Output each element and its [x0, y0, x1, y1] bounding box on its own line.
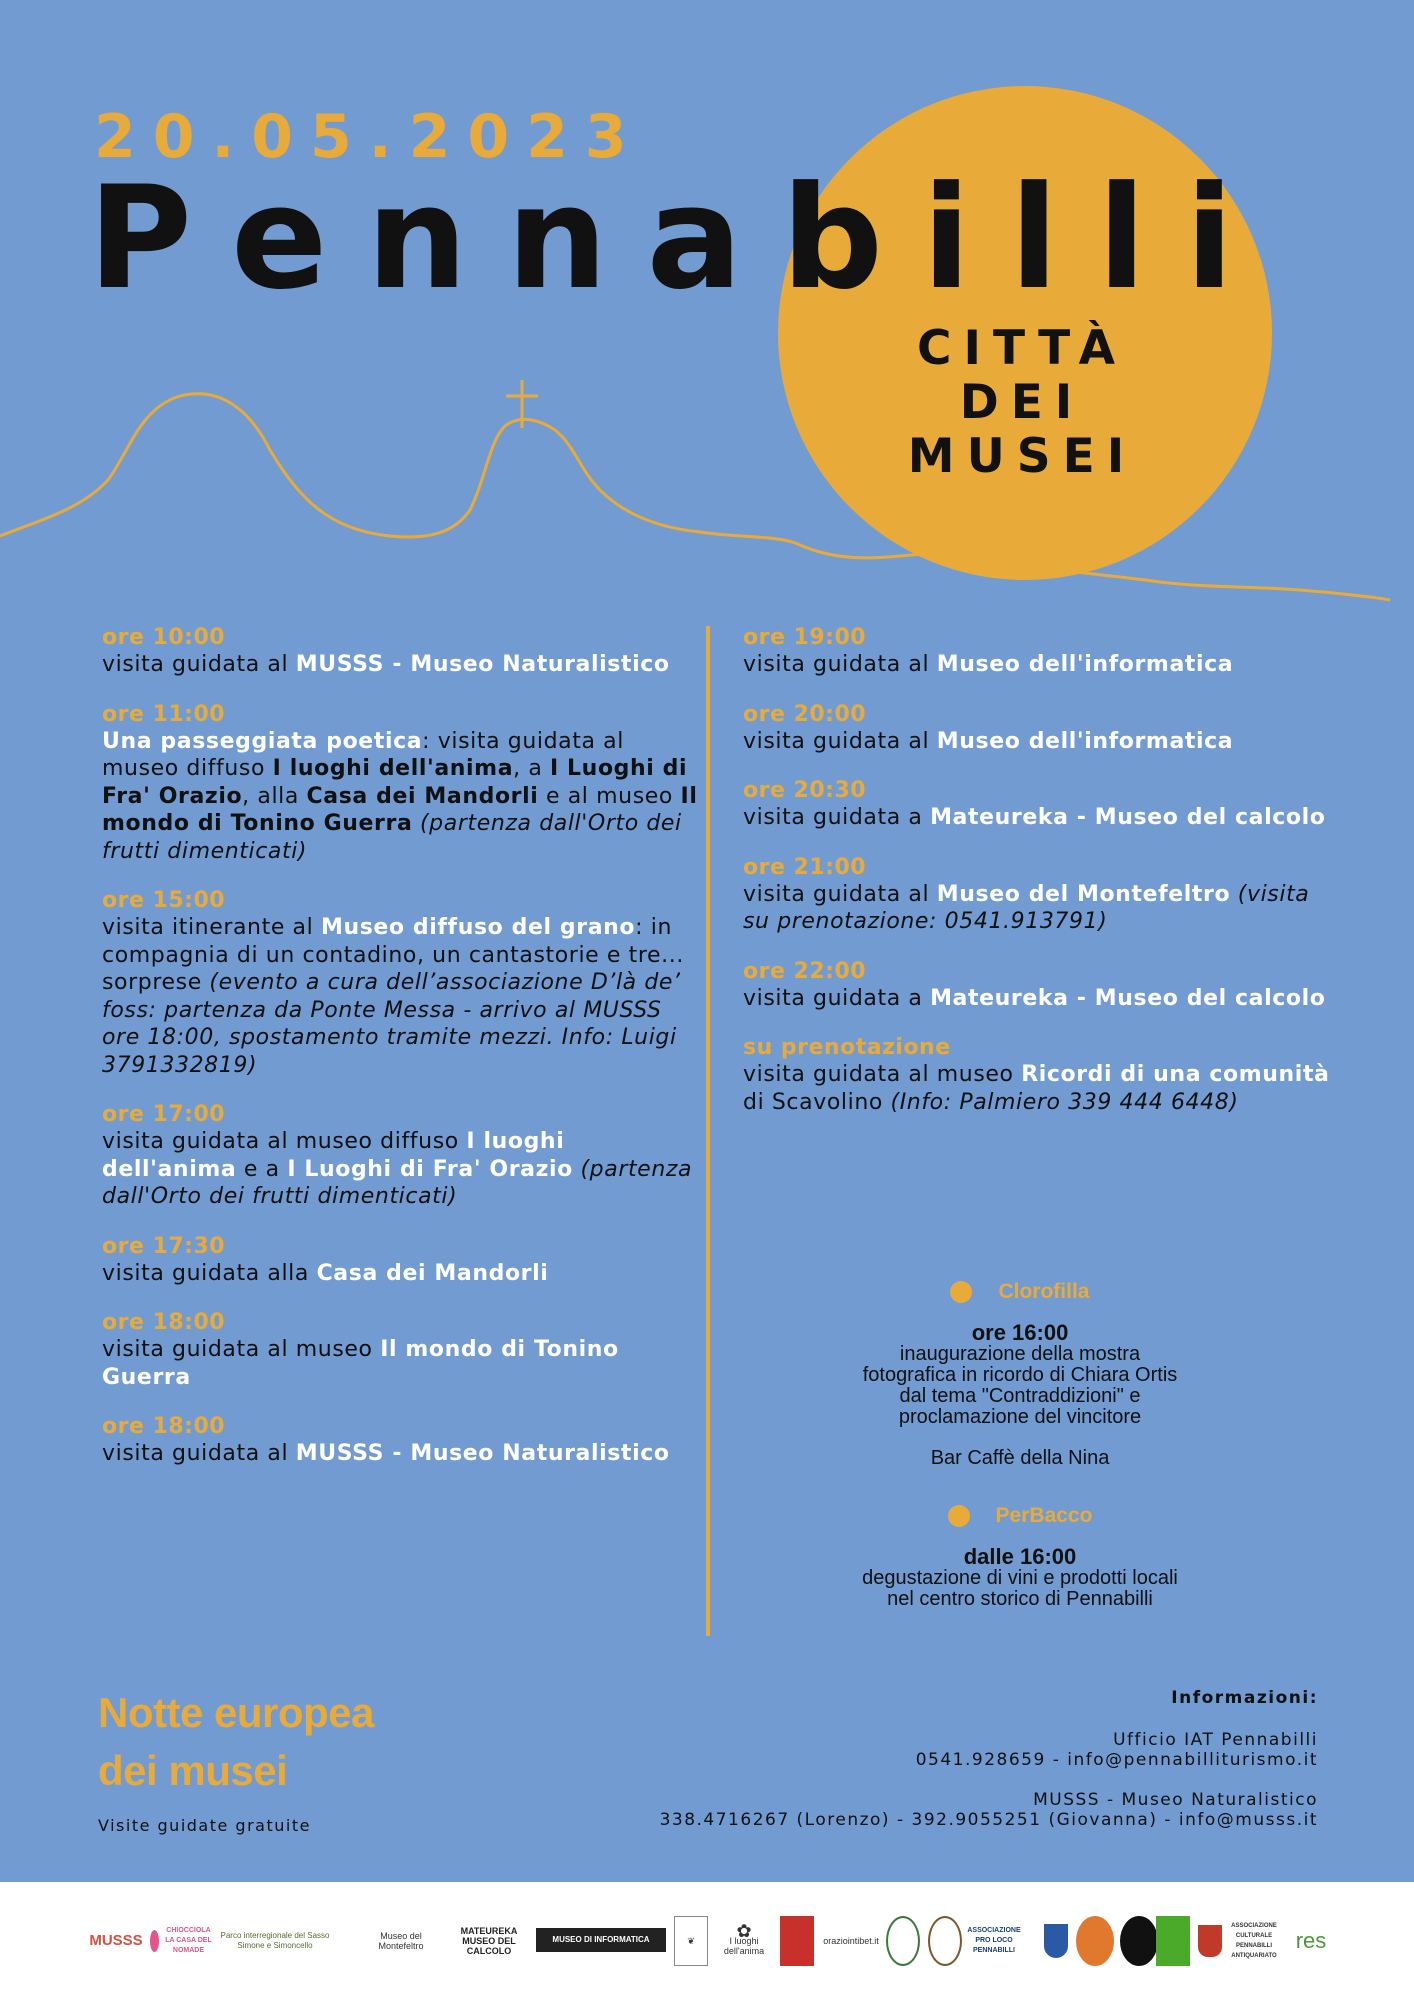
seal-logo: [886, 1916, 920, 1966]
clorofilla-event: [780, 1280, 1260, 1469]
perbacco-line: degustazione di vini e prodotti locali: [862, 1567, 1178, 1589]
event-date: 20.05.2023: [94, 102, 644, 172]
res-logo: res: [1295, 1928, 1327, 1953]
schedule-event: [102, 1233, 702, 1288]
orazio-tibet-logo: oraziointibet.it: [823, 1936, 879, 1946]
musss-contact: 338.4716267 (Lorenzo) - 392.9055251 (Giovanna) - info@musss.it: [659, 1810, 1318, 1830]
event-time: ore 21:00: [743, 854, 867, 880]
event-time: ore 17:00: [102, 1102, 226, 1127]
event-time: ore 22:00: [743, 958, 867, 984]
schedule-event: [102, 624, 702, 679]
perbacco-event: [780, 1504, 1260, 1610]
event-time: ore 11:00: [102, 701, 226, 727]
chiocciola-logo: CHIOCCIOLA LA CASA DEL NOMADE: [150, 1916, 214, 1966]
clorofilla-line: proclamazione del vincitore: [898, 1406, 1142, 1428]
musss-name: MUSSS - Museo Naturalistico: [1033, 1790, 1318, 1810]
event-description: visita guidata al museo Il mondo di Tonino Guerra: [102, 1337, 619, 1390]
montefeltro-museum-logo: Museo del Montefeltro: [378, 1931, 424, 1951]
clorofilla-line: inaugurazione della mostra: [899, 1343, 1141, 1365]
clorofilla-time: ore 16:00: [971, 1320, 1069, 1345]
orange-logo: [1076, 1916, 1114, 1966]
tonino-guerra-logo: [674, 1916, 708, 1966]
bullet-dot: [950, 1281, 972, 1303]
subtitle-line: CITTÀ: [917, 321, 1127, 376]
lion-crest-logo: [1196, 1916, 1224, 1966]
event-name-line: dei musei: [98, 1747, 288, 1794]
schedule-right: [743, 624, 1343, 1138]
schedule-event: [743, 854, 1343, 936]
clorofilla-name: Clorofilla: [998, 1280, 1090, 1303]
event-time: ore 19:00: [743, 625, 867, 650]
subtitle-line: MUSEI: [907, 429, 1137, 484]
clorofilla-line: dal tema "Contraddizioni" e: [899, 1385, 1141, 1407]
event-description: visita guidata al Museo dell'informatica: [743, 652, 1234, 677]
free-tours-note: Visite guidate gratuite: [98, 1816, 311, 1835]
event-description: visita itinerante al Museo diffuso del grano: in compagnia di un contadino, un cantastorie e tre... sorprese (evento a cura dell’associazione D’là de’ foss: partenza da Ponte Messa - arrivo al MUSSS ore 18:00, spostamento tramite mezzi. Info: Luigi 3791332819): [102, 915, 684, 1078]
schedule-left: [102, 624, 702, 1490]
schedule-event: [743, 958, 1343, 1013]
event-description: visita guidata al museo Ricordi di una comunità di Scavolino (Info: Palmiero 339 444 6448): [743, 1062, 1330, 1115]
perbacco-name: PerBacco: [995, 1504, 1093, 1527]
mateureka-logo: MATEUREKA MUSEO DEL CALCOLO: [460, 1926, 518, 1956]
schedule-event: [102, 1413, 702, 1468]
proloco-logo: ASSOCIAZIONE PRO LOCO PENNABILLI: [967, 1927, 1021, 1954]
schedule-event: [102, 1101, 702, 1211]
iat-name: Ufficio IAT Pennabilli: [1113, 1730, 1318, 1750]
event-description: visita guidata al museo diffuso I luoghi dell'anima e a I Luoghi di Fra' Orazio (partenza dall'Orto dei frutti dimenticati): [102, 1129, 693, 1209]
event-description: visita guidata al Museo del Montefeltro (visita su prenotazione: 0541.913791): [743, 881, 1310, 934]
event-time: ore 20:30: [743, 778, 867, 803]
event-time: ore 20:00: [743, 701, 867, 727]
event-description: visita guidata a Mateureka - Museo del calcolo: [743, 805, 1326, 830]
schedule-event: [102, 701, 702, 866]
perbacco-time: dalle 16:00: [963, 1544, 1077, 1569]
town-skyline-line: [0, 360, 1414, 620]
event-name: [98, 1684, 374, 1800]
antiquariato-logo: ASSOCIAZIONE CULTURALE PENNABILLI ANTIQUARIATO: [1231, 1923, 1277, 1959]
event-time: ore 15:00: [102, 888, 226, 913]
column-divider: [706, 626, 710, 1636]
comune-crest-logo: [1040, 1916, 1072, 1966]
bullet-dot: [948, 1505, 970, 1527]
schedule-event: [743, 777, 1343, 832]
event-description: Una passeggiata poetica: visita guidata al museo diffuso I luoghi dell'anima, a I Luoghi di Fra' Orazio, alla Casa dei Mandorli e al museo Il mondo di Tonino Guerra (partenza dall'Orto dei frutti dimenticati): [102, 728, 698, 864]
informatica-logo: MUSEO DI INFORMATICA: [536, 1928, 666, 1952]
info-heading: Informazioni:: [1171, 1688, 1318, 1708]
event-description: visita guidata a Mateureka - Museo del calcolo: [743, 985, 1326, 1011]
tree-icon: ❦: [687, 1936, 695, 1946]
clorofilla-place: Bar Caffè della Nina: [930, 1447, 1110, 1469]
orazio-logo: [780, 1916, 814, 1966]
event-time: ore 17:30: [102, 1233, 226, 1259]
parco-logo: Parco interregionale del Sasso Simone e Simoncello: [220, 1931, 330, 1950]
black-logo: [1120, 1916, 1158, 1966]
event-name-line: Notte europea: [98, 1689, 374, 1736]
schedule-event: [102, 1309, 702, 1391]
perbacco-line: nel centro storico di Pennabilli: [887, 1588, 1153, 1610]
sponsor-logos-bar: [0, 1882, 1414, 2000]
event-description: visita guidata al MUSSS - Museo Naturalistico: [102, 1441, 670, 1466]
schedule-event: [743, 701, 1343, 756]
event-time: ore 18:00: [102, 1414, 226, 1439]
musss-logo: MUSSS: [89, 1932, 143, 1949]
iat-contact: 0541.928659 - info@pennabilliturismo.it: [915, 1750, 1318, 1770]
clorofilla-line: fotografica in ricordo di Chiara Ortis: [862, 1364, 1178, 1386]
event-time: su prenotazione: [743, 1035, 951, 1060]
seal-logo: [928, 1916, 962, 1966]
event-time: ore 18:00: [102, 1310, 226, 1335]
contact-info: [660, 1688, 1318, 1830]
event-description: visita guidata alla Casa dei Mandorli: [102, 1260, 549, 1286]
subtitle-line: DEI: [959, 375, 1085, 430]
schedule-event: [102, 887, 702, 1079]
green-logo: [1156, 1916, 1190, 1966]
event-description: visita guidata al Museo dell'informatica: [743, 728, 1234, 754]
event-time: ore 10:00: [102, 625, 226, 650]
poster-title: Pennabilli: [88, 156, 1273, 321]
schedule-event: [743, 1034, 1343, 1116]
luoghi-anima-logo: ✿ I luoghi dell'anima: [723, 1921, 765, 1956]
schedule-event: [743, 624, 1343, 679]
event-description: visita guidata al MUSSS - Museo Naturalistico: [102, 652, 670, 677]
